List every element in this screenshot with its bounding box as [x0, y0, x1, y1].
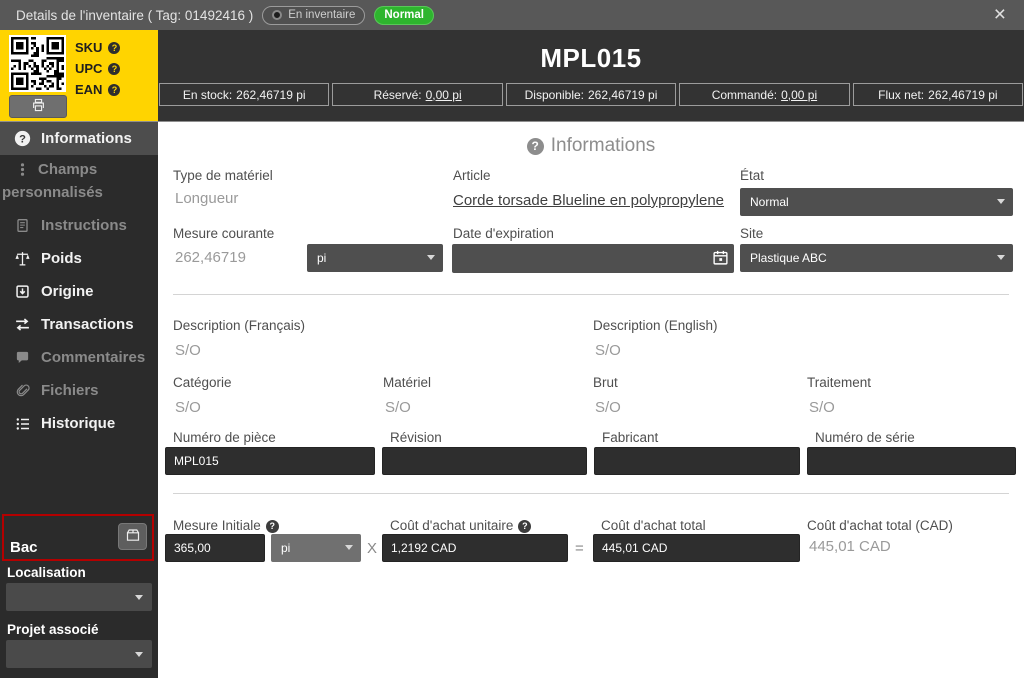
sidebar	[0, 30, 158, 678]
sidebar-item-label: Fichiers	[41, 382, 99, 399]
description-en-value: S/O	[595, 342, 621, 359]
traitement-label: Traitement	[807, 375, 872, 390]
informations-form	[158, 122, 1024, 678]
sidebar-item-champs-personnalises[interactable]	[0, 155, 158, 209]
calendar-icon[interactable]	[711, 249, 729, 267]
help-icon[interactable]: ?	[518, 520, 531, 533]
mesure-courante-value: 262,46719	[175, 249, 246, 266]
type-materiel-value: Longueur	[175, 190, 239, 207]
date-expiration-input[interactable]	[452, 244, 734, 273]
type-materiel-label: Type de matériel	[173, 168, 273, 183]
help-circle-icon: ?	[527, 138, 544, 155]
ean-label: EAN	[75, 82, 103, 97]
stat-flux-net: Flux net: 262,46719 pi	[853, 83, 1023, 106]
status-dot-icon	[272, 10, 282, 20]
close-icon[interactable]: ×	[993, 3, 1006, 26]
projet-associe-label: Projet associé	[7, 622, 99, 637]
mesure-courante-label: Mesure courante	[173, 226, 275, 241]
numero-piece-label: Numéro de pièce	[173, 430, 276, 445]
paperclip-icon	[13, 383, 32, 398]
materiel-value: S/O	[385, 399, 411, 416]
mesure-initiale-input[interactable]	[165, 534, 265, 562]
etat-select[interactable]: Normal	[740, 188, 1013, 216]
bac-section	[2, 514, 154, 561]
stat-en-stock: En stock: 262,46719 pi	[159, 83, 329, 106]
print-button[interactable]	[9, 95, 67, 118]
projet-associe-select[interactable]	[6, 640, 152, 668]
sidebar-item-label: Poids	[41, 250, 82, 267]
mesure-courante-unit-select[interactable]: pi	[307, 244, 443, 272]
sidebar-item-label: Origine	[41, 283, 94, 300]
brut-label: Brut	[593, 375, 618, 390]
title-bar	[0, 0, 1024, 30]
sidebar-item-informations[interactable]	[0, 122, 158, 155]
svg-text:?: ?	[19, 133, 26, 146]
sidebar-item-fichiers[interactable]	[0, 374, 158, 407]
brut-value: S/O	[595, 399, 621, 416]
article-label: Article	[453, 168, 491, 183]
sidebar-menu	[0, 122, 158, 440]
dots-vertical-icon	[13, 162, 32, 183]
sidebar-item-transactions[interactable]	[0, 308, 158, 341]
printer-icon	[31, 98, 46, 116]
description-fr-label: Description (Français)	[173, 318, 306, 333]
article-link[interactable]: Corde torsade Blueline en polypropylene	[453, 192, 725, 209]
transfer-arrows-icon	[13, 316, 32, 333]
traitement-value: S/O	[809, 399, 835, 416]
numero-serie-input[interactable]	[807, 447, 1016, 475]
scale-icon	[13, 250, 32, 267]
box-arrow-down-icon	[13, 284, 32, 299]
chevron-down-icon	[135, 595, 143, 600]
sidebar-item-label: Historique	[41, 415, 116, 432]
qr-code	[9, 35, 66, 92]
localisation-label: Localisation	[7, 565, 86, 580]
mesure-initiale-unit-select[interactable]: pi	[271, 534, 361, 562]
cout-unitaire-label: Coût d'achat unitaire ?	[390, 518, 531, 533]
inventory-status-badge	[262, 6, 365, 25]
sidebar-item-label: Informations	[41, 130, 132, 147]
sku-row	[75, 40, 120, 55]
sidebar-item-label: Champs personnalisés	[2, 161, 103, 201]
description-fr-value: S/O	[175, 342, 201, 359]
site-select[interactable]: Plastique ABC	[740, 244, 1013, 272]
sidebar-item-poids[interactable]	[0, 242, 158, 275]
sidebar-item-label: Instructions	[41, 217, 127, 234]
upc-label: UPC	[75, 61, 103, 76]
description-en-label: Description (English)	[593, 318, 718, 333]
fabricant-label: Fabricant	[602, 430, 659, 445]
sidebar-item-instructions[interactable]	[0, 209, 158, 242]
materiel-label: Matériel	[383, 375, 432, 390]
localisation-select[interactable]	[6, 583, 152, 611]
upc-row	[75, 61, 120, 76]
cout-total-input[interactable]	[593, 534, 800, 562]
revision-label: Révision	[390, 430, 442, 445]
item-header	[158, 30, 1024, 122]
mesure-initiale-label: Mesure Initiale ?	[173, 518, 279, 533]
stat-commande: Commandé: 0,00 pi	[679, 83, 849, 106]
numero-serie-label: Numéro de série	[815, 430, 915, 445]
chevron-down-icon	[345, 545, 353, 550]
stock-stats-bar	[159, 83, 1023, 106]
numero-piece-input[interactable]	[165, 447, 375, 475]
comment-icon	[13, 350, 32, 365]
main-panel	[158, 30, 1024, 678]
chevron-down-icon	[997, 255, 1005, 260]
sidebar-item-label: Transactions	[41, 316, 134, 333]
stat-reserve: Réservé: 0,00 pi	[332, 83, 502, 106]
categorie-value: S/O	[175, 399, 201, 416]
chevron-down-icon	[997, 199, 1005, 204]
cout-total-label: Coût d'achat total	[601, 518, 706, 533]
chevron-down-icon	[135, 652, 143, 657]
revision-input[interactable]	[382, 447, 587, 475]
sidebar-item-origine[interactable]	[0, 275, 158, 308]
sidebar-item-historique[interactable]	[0, 407, 158, 440]
fabricant-input[interactable]	[594, 447, 800, 475]
divider	[173, 493, 1009, 494]
date-expiration-label: Date d'expiration	[453, 226, 554, 241]
upc-help-icon[interactable]: ?	[108, 63, 120, 75]
site-label: Site	[740, 226, 764, 241]
categorie-label: Catégorie	[173, 375, 232, 390]
page-title: Details de l'inventaire ( Tag: 01492416 )	[16, 7, 254, 23]
section-title: Informations	[550, 135, 656, 156]
bac-label: Bac	[10, 539, 38, 556]
state-badge: Normal	[374, 6, 434, 25]
equals-sign: =	[575, 540, 584, 557]
sidebar-item-label: Commentaires	[41, 349, 146, 366]
help-circle-icon	[13, 130, 32, 147]
bin-icon	[125, 527, 141, 546]
cout-total-cad-label: Coût d'achat total (CAD)	[807, 518, 953, 533]
stat-disponible: Disponible: 262,46719 pi	[506, 83, 676, 106]
sku-help-icon[interactable]: ?	[108, 42, 120, 54]
ean-row	[75, 82, 120, 97]
document-icon	[13, 218, 32, 233]
code-panel	[0, 30, 158, 122]
inventory-status-label: En inventaire	[288, 9, 356, 21]
cout-total-cad-value: 445,01 CAD	[809, 538, 891, 555]
item-code-title: MPL015	[540, 43, 642, 73]
multiply-sign: X	[367, 540, 378, 557]
help-icon[interactable]: ?	[266, 520, 279, 533]
code-labels	[75, 40, 120, 97]
ean-help-icon[interactable]: ?	[108, 84, 120, 96]
bac-picker-button[interactable]	[118, 523, 147, 550]
list-icon	[13, 416, 32, 432]
sidebar-item-commentaires[interactable]	[0, 341, 158, 374]
cout-unitaire-input[interactable]	[382, 534, 568, 562]
etat-label: État	[740, 168, 765, 183]
divider	[173, 294, 1009, 295]
sku-label: SKU	[75, 40, 103, 55]
section-heading	[158, 135, 1024, 157]
chevron-down-icon	[427, 255, 435, 260]
